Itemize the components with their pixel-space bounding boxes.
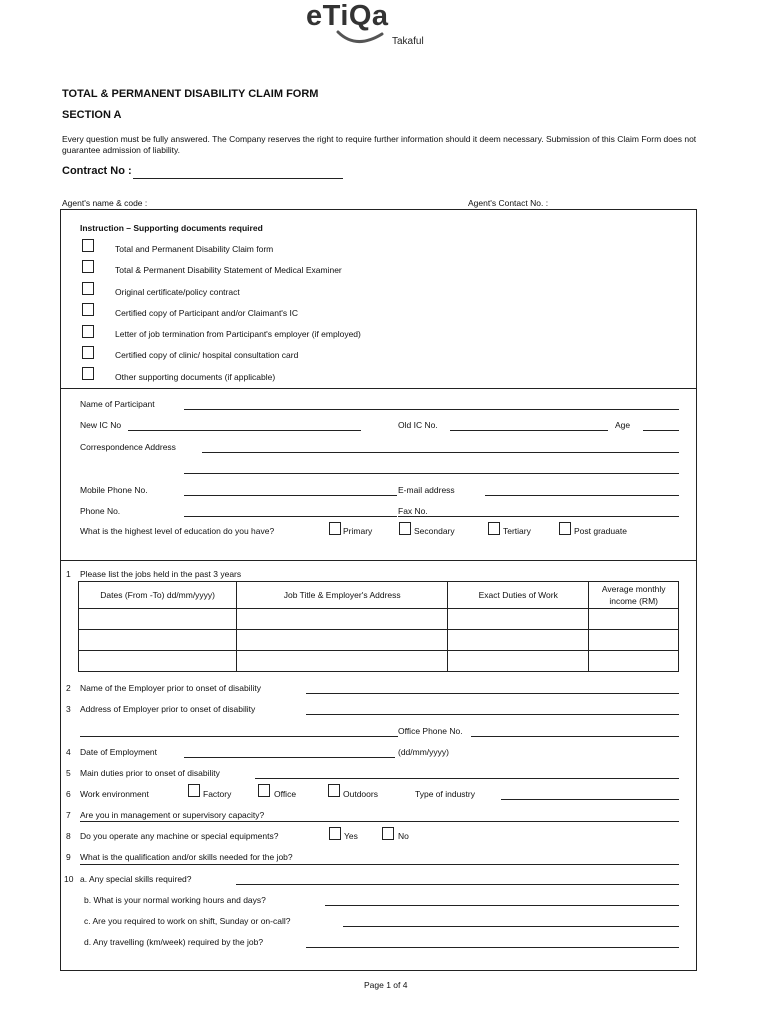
instruction-item: Certified copy of clinic/ hospital consultation card: [115, 350, 299, 360]
divider: [60, 388, 697, 389]
checkbox[interactable]: [82, 260, 94, 273]
divider: [60, 560, 697, 561]
q2-number: 2: [66, 683, 71, 693]
checkbox-outdoors[interactable]: [328, 784, 340, 797]
option-label: Factory: [203, 789, 232, 799]
participant-name-label: Name of Participant: [80, 399, 155, 409]
table-cell[interactable]: [237, 630, 448, 651]
table-cell[interactable]: [237, 651, 448, 672]
table-cell[interactable]: [589, 609, 679, 630]
office-phone-label: Office Phone No.: [398, 726, 463, 736]
old-ic-label: Old IC No.: [398, 420, 438, 430]
checkbox-primary[interactable]: [329, 522, 341, 535]
jobs-table: [78, 581, 679, 672]
table-cell[interactable]: [448, 630, 589, 651]
q3-number: 3: [66, 704, 71, 714]
q10a-field[interactable]: [236, 884, 679, 885]
instruction-item: Total & Permanent Disability Statement of Medical Examiner: [115, 265, 342, 275]
table-cell[interactable]: [589, 630, 679, 651]
jobs-header: Dates (From -To) dd/mm/yyyy): [79, 582, 237, 609]
table-cell[interactable]: [589, 651, 679, 672]
age-label: Age: [615, 420, 631, 430]
q3-text: Address of Employer prior to onset of disability: [80, 704, 256, 714]
mobile-field[interactable]: [184, 495, 397, 496]
q10d-field[interactable]: [306, 947, 679, 948]
etiqa-logo: [300, 0, 440, 52]
table-cell[interactable]: [79, 609, 237, 630]
q7-field[interactable]: [80, 821, 679, 822]
q9-field[interactable]: [80, 864, 679, 865]
q4-format: (dd/mm/yyyy): [398, 747, 449, 757]
industry-field[interactable]: [501, 799, 679, 800]
fax-field[interactable]: [398, 516, 679, 517]
option-label: Outdoors: [343, 789, 378, 799]
checkbox-no[interactable]: [382, 827, 394, 840]
office-phone-field[interactable]: [471, 736, 679, 737]
q6-number: 6: [66, 789, 71, 799]
logo-brand: eTiQa: [306, 0, 389, 32]
table-cell[interactable]: [448, 651, 589, 672]
q10b-field[interactable]: [325, 905, 679, 906]
q9-text: What is the qualification and/or skills needed for the job?: [80, 852, 293, 862]
instruction-item: Total and Permanent Disability Claim form: [115, 244, 274, 254]
q1-number: 1: [66, 569, 71, 579]
instruction-item: Letter of job termination from Participant's employer (if employed): [115, 329, 361, 339]
new-ic-field[interactable]: [128, 430, 361, 431]
q10a-text: a. Any special skills required?: [80, 874, 192, 884]
agent-contact-label: Agent's Contact No. :: [468, 198, 549, 208]
checkbox-tertiary[interactable]: [488, 522, 500, 535]
q10c-field[interactable]: [343, 926, 679, 927]
q10b-text: b. What is your normal working hours and days?: [84, 895, 266, 905]
option-label: Secondary: [414, 526, 455, 536]
table-cell[interactable]: [237, 609, 448, 630]
contract-field[interactable]: [133, 178, 343, 179]
instruction-item: Original certificate/policy contract: [115, 287, 240, 297]
q2-text: Name of the Employer prior to onset of disability: [80, 683, 261, 693]
phone-field[interactable]: [184, 516, 397, 517]
q4-field[interactable]: [184, 757, 395, 758]
q1-text: Please list the jobs held in the past 3 years: [80, 569, 242, 579]
education-question: What is the highest level of education do you have?: [80, 526, 275, 536]
table-cell[interactable]: [79, 651, 237, 672]
logo-swoosh-icon: [336, 28, 386, 46]
phone-label: Phone No.: [80, 506, 121, 516]
instruction-heading: Instruction – Supporting documents required: [80, 223, 263, 233]
checkbox[interactable]: [82, 303, 94, 316]
checkbox[interactable]: [82, 282, 94, 295]
section-title: SECTION A: [62, 109, 122, 121]
checkbox[interactable]: [82, 239, 94, 252]
industry-label: Type of industry: [415, 789, 476, 799]
option-label: No: [398, 831, 409, 841]
mobile-label: Mobile Phone No.: [80, 485, 148, 495]
address-field-2[interactable]: [184, 473, 679, 474]
table-cell[interactable]: [79, 630, 237, 651]
participant-name-field[interactable]: [184, 409, 679, 410]
q7-text: Are you in management or supervisory capacity?: [80, 810, 265, 820]
checkbox[interactable]: [82, 346, 94, 359]
option-label: Tertiary: [503, 526, 531, 536]
q6-text: Work environment: [80, 789, 149, 799]
q4-text: Date of Employment: [80, 747, 158, 757]
q7-number: 7: [66, 810, 71, 820]
intro-text: Every question must be fully answered. The Company reserves the right to require further information should it deem necessary. Submission of this Claim Form does not guarantee admission of liability.: [62, 134, 697, 155]
logo-sub: Takaful: [392, 36, 424, 47]
checkbox[interactable]: [82, 325, 94, 338]
q4-number: 4: [66, 747, 71, 757]
q5-text: Main duties prior to onset of disability: [80, 768, 220, 778]
q10d-text: d. Any travelling (km/week) required by the job?: [84, 937, 264, 947]
option-label: Office: [274, 789, 297, 799]
q2-field[interactable]: [306, 693, 679, 694]
age-field[interactable]: [643, 430, 679, 431]
option-label: Yes: [344, 831, 358, 841]
jobs-header: Average monthly income (RM): [589, 582, 679, 609]
page-number: Page 1 of 4: [364, 980, 408, 990]
address-field[interactable]: [202, 452, 679, 453]
instruction-item: Other supporting documents (if applicable): [115, 372, 276, 382]
q3-field-2[interactable]: [80, 736, 398, 737]
jobs-header: Exact Duties of Work: [448, 582, 589, 609]
checkbox-yes[interactable]: [329, 827, 341, 840]
contract-label: Contract No :: [62, 165, 132, 177]
address-label: Correspondence Address: [80, 442, 176, 452]
old-ic-field[interactable]: [450, 430, 608, 431]
checkbox-postgraduate[interactable]: [559, 522, 571, 535]
q8-text: Do you operate any machine or special equipments?: [80, 831, 279, 841]
q8-number: 8: [66, 831, 71, 841]
checkbox-factory[interactable]: [188, 784, 200, 797]
form-title: TOTAL & PERMANENT DISABILITY CLAIM FORM: [62, 88, 319, 100]
q3-field[interactable]: [306, 714, 679, 715]
email-field[interactable]: [485, 495, 679, 496]
q5-number: 5: [66, 768, 71, 778]
fax-label: Fax No.: [398, 506, 428, 516]
email-label: E-mail address: [398, 485, 455, 495]
option-label: Post graduate: [574, 526, 627, 536]
checkbox[interactable]: [82, 367, 94, 380]
q10-number: 10: [64, 874, 74, 884]
q5-field[interactable]: [255, 778, 679, 779]
q10c-text: c. Are you required to work on shift, Sunday or on-call?: [84, 916, 291, 926]
q9-number: 9: [66, 852, 71, 862]
checkbox-office[interactable]: [258, 784, 270, 797]
new-ic-label: New IC No: [80, 420, 122, 430]
instruction-item: Certified copy of Participant and/or Claimant's IC: [115, 308, 299, 318]
table-cell[interactable]: [448, 609, 589, 630]
agent-name-label: Agent's name & code :: [62, 198, 148, 208]
jobs-header: Job Title & Employer's Address: [237, 582, 448, 609]
option-label: Primary: [343, 526, 373, 536]
checkbox-secondary[interactable]: [399, 522, 411, 535]
